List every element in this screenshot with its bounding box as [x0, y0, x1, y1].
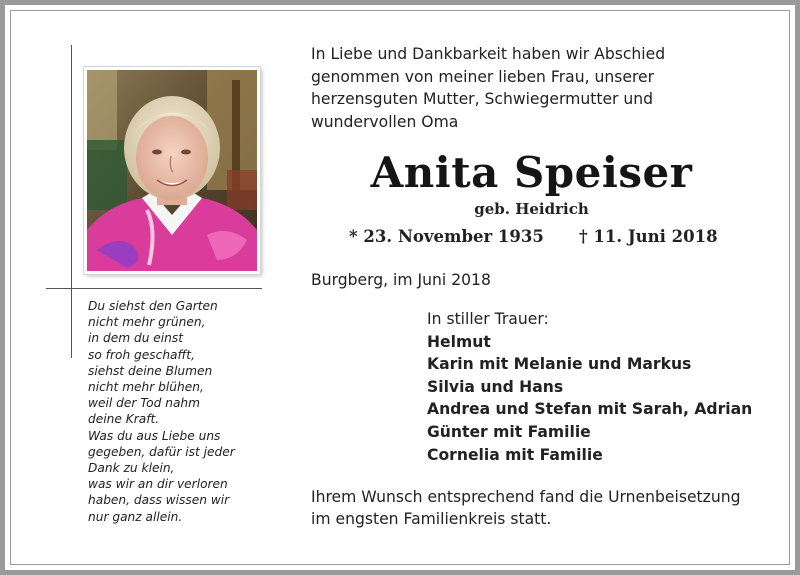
portrait-photo — [84, 67, 260, 274]
birth-date: * 23. November 1935 — [349, 227, 544, 246]
intro-line: wundervollen Oma — [311, 112, 459, 131]
poem-line: deine Kraft. — [88, 412, 160, 427]
mourners-list — [427, 308, 767, 466]
mourner-item: Karin mit Melanie und Markus — [427, 355, 692, 374]
place-date: Burgberg, im Juni 2018 — [311, 271, 491, 289]
portrait-image — [87, 70, 257, 271]
intro-line: herzensguten Mutter, Schwiegermutter und — [311, 90, 654, 108]
mourner-item: Günter mit Familie — [427, 422, 591, 441]
mourner-item: Cornelia mit Familie — [427, 445, 603, 464]
poem-line: was wir an dir verloren — [88, 477, 228, 492]
poem-line: nur ganz allein. — [88, 509, 183, 524]
poem-line: Du siehst den Garten — [88, 299, 218, 313]
vertical-rule — [71, 45, 72, 358]
poem-line: nicht mehr blühen, — [88, 380, 204, 395]
poem-line: so froh geschafft, — [88, 347, 195, 362]
poem-line: Was du aus Liebe uns — [88, 428, 221, 443]
horizontal-rule — [46, 288, 262, 289]
poem-line: Dank zu klein, — [88, 461, 175, 476]
intro-line: In Liebe und Dankbarkeit haben wir Abschied — [311, 45, 666, 63]
poem-line: nicht mehr grünen, — [88, 315, 206, 330]
closing-line: im engsten Familienkreis statt. — [311, 510, 552, 528]
deceased-name: Anita Speiser — [370, 148, 693, 197]
closing-line: Ihrem Wunsch entsprechend fand die Urnenbeisetzung — [311, 488, 741, 506]
closing-text — [311, 486, 781, 530]
poem-line: siehst deine Blumen — [88, 363, 213, 378]
poem — [88, 298, 278, 525]
death-date: † 11. Juni 2018 — [579, 227, 718, 246]
life-dates — [311, 227, 752, 251]
maiden-name: geb. Heidrich — [474, 200, 589, 218]
mourner-item: Helmut — [427, 332, 491, 351]
poem-line: gegeben, dafür ist jeder — [88, 444, 235, 459]
mourner-item: Andrea und Stefan mit Sarah, Adrian — [427, 400, 753, 419]
poem-line: weil der Tod nahm — [88, 396, 201, 411]
poem-line: haben, dass wissen wir — [88, 493, 230, 508]
poem-line: in dem du einst — [88, 331, 184, 346]
mourner-item: Silvia und Hans — [427, 377, 564, 396]
intro-text — [311, 43, 771, 133]
mourners-heading: In stiller Trauer: — [427, 310, 549, 328]
intro-line: genommen von meiner lieben Frau, unserer — [311, 67, 655, 86]
